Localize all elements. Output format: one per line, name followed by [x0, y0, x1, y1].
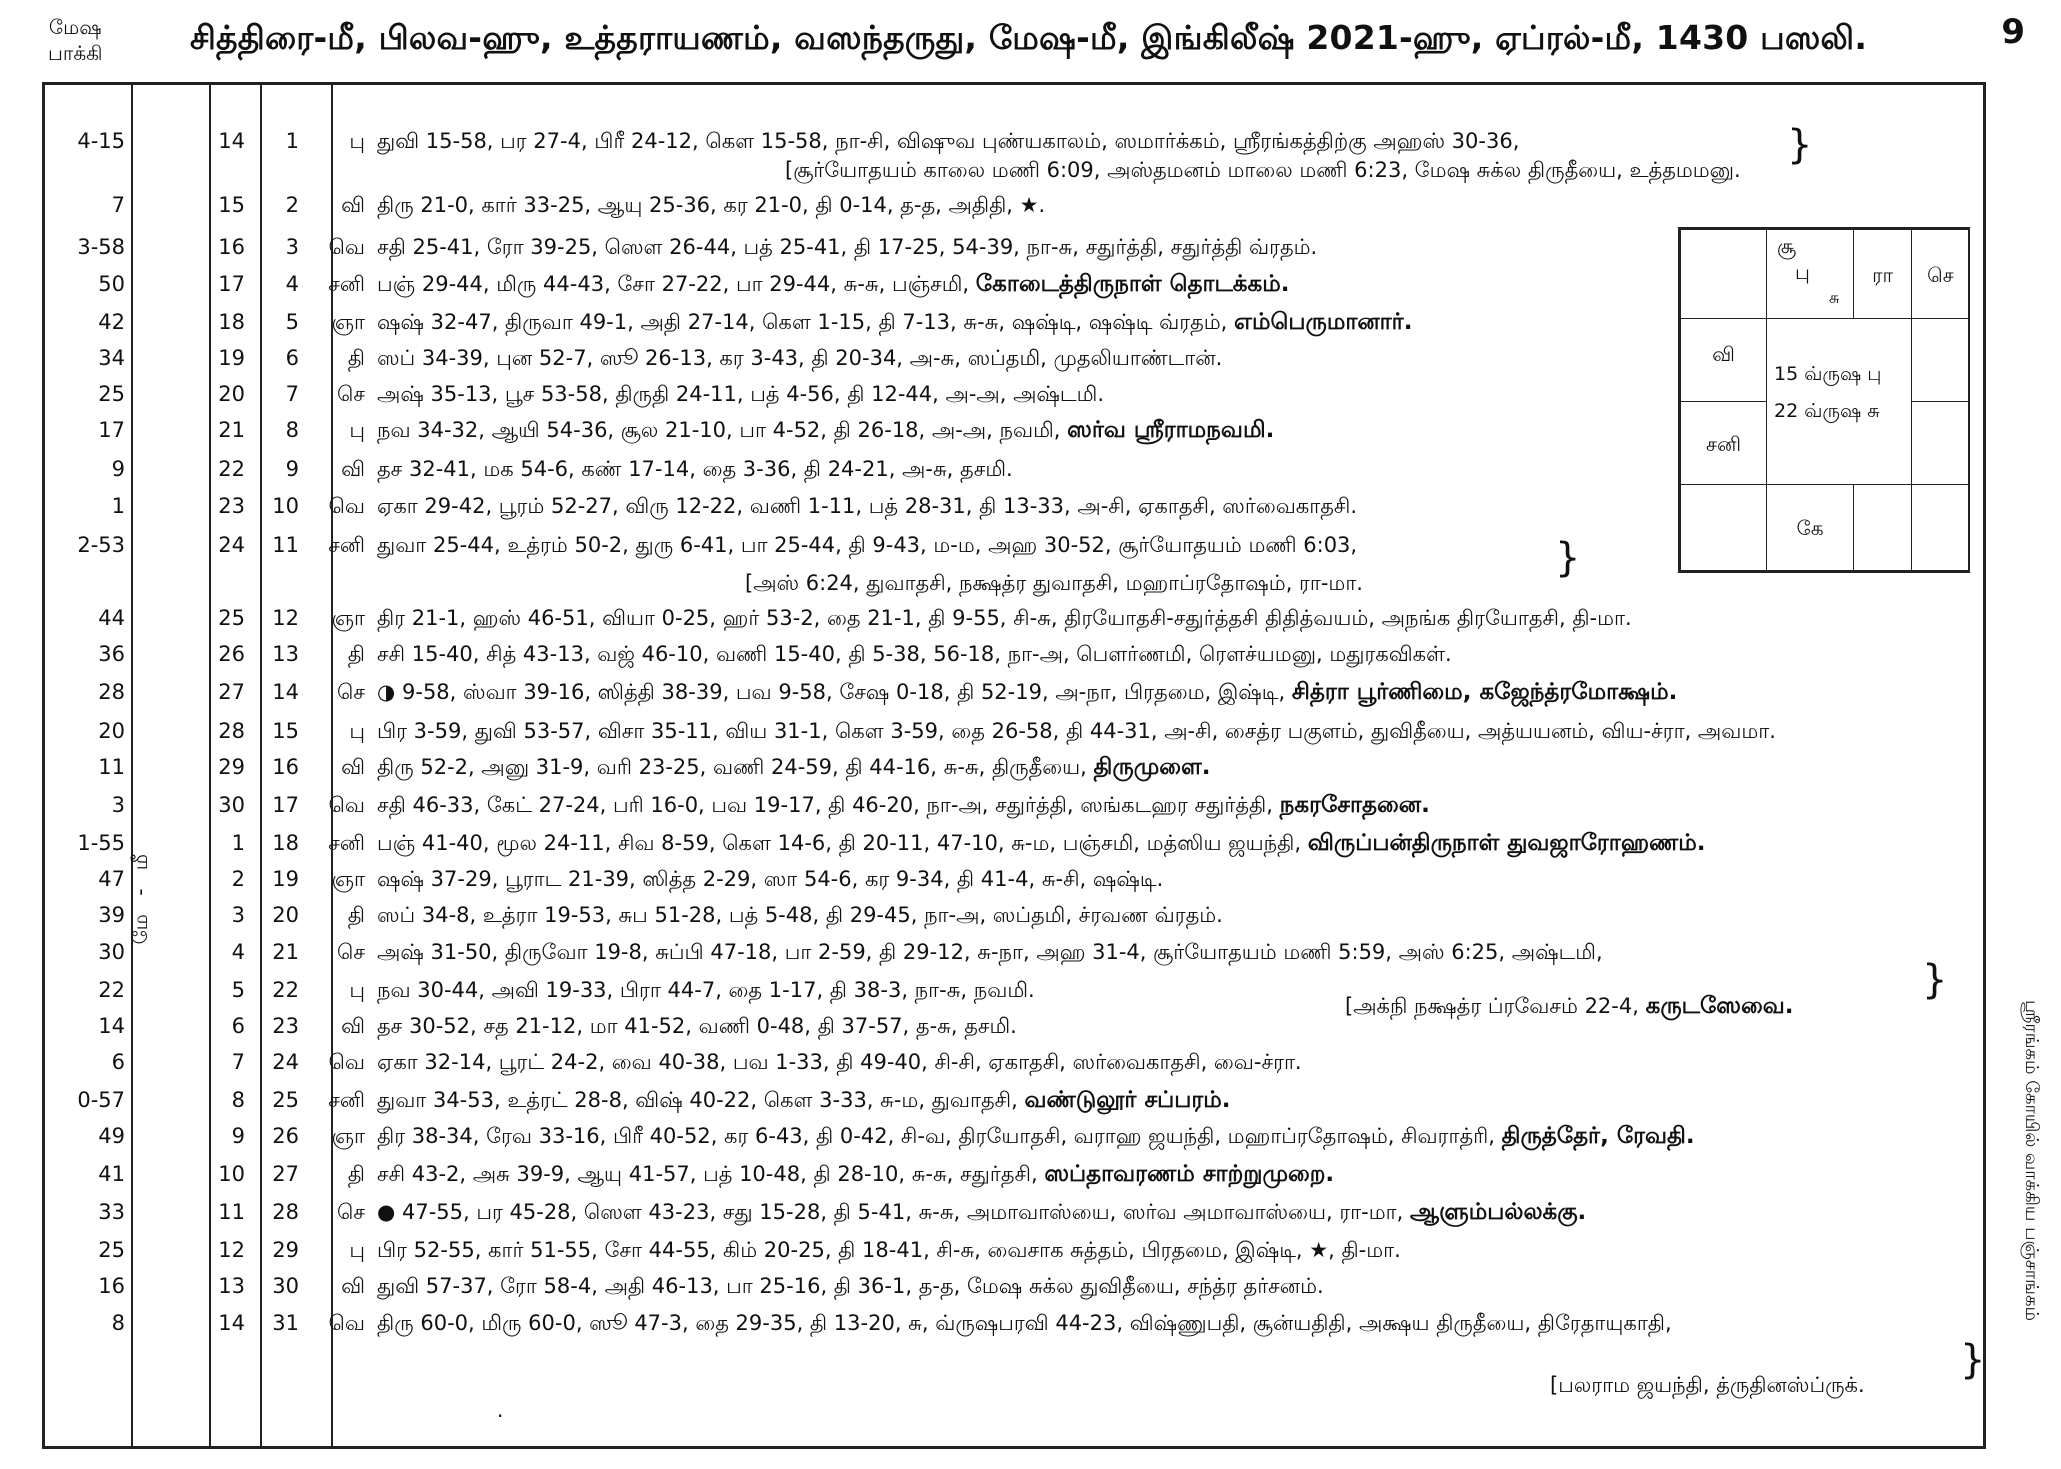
details-cell: [377, 976, 1035, 1004]
weekday-cell: செ: [337, 1200, 365, 1224]
details-text: பிர 52-55, கார் 51-55, சோ 44-55, கிம் 20-25, தி 18-41, சி-சு, வைசாக சுத்தம், பிரதமை, இஷ்டி, ★, தி-மா.: [377, 1238, 1401, 1262]
details-cell: [377, 791, 1430, 819]
weekday-cell: பு: [349, 129, 365, 153]
balance-cell: 39: [98, 903, 125, 927]
balance-cell: 16: [98, 1274, 125, 1298]
tamil-date-cell: 10: [218, 1162, 245, 1186]
month-tag: மே - மீ: [128, 848, 152, 945]
details-cell: [377, 1012, 1017, 1040]
tamil-date-cell: 24: [218, 533, 245, 557]
details-cell: [377, 938, 1603, 966]
details-text: பஞ் 41-40, மூல 24-11, சிவ 8-59, கௌ 14-6, தி 20-11, 47-10, சு-ம, பஞ்சமி, மத்ஸிய ஜயந்தி,: [377, 831, 1302, 855]
english-date-cell: 10: [272, 494, 299, 518]
weekday-cell: சனி: [328, 831, 365, 855]
rasi-se: செ: [1927, 263, 1954, 287]
weekday-cell: ஞா: [331, 606, 365, 630]
english-date-cell: 27: [272, 1162, 299, 1186]
rasi-ra: ரா: [1872, 263, 1893, 287]
tamil-date-cell: 29: [218, 755, 245, 779]
festival-highlight: எம்பெருமானார்.: [1234, 309, 1413, 335]
tamil-date-cell: 28: [218, 719, 245, 743]
row-22-continuation-bold: கருடஸேவை.: [1645, 993, 1794, 1019]
english-date-cell: 2: [285, 193, 299, 217]
balance-cell: 20: [98, 719, 125, 743]
english-date-cell: 19: [272, 867, 299, 891]
rasi-center-line1: 15 வ்ருஷ பு: [1774, 363, 1882, 385]
details-cell: [377, 678, 1677, 706]
tamil-date-cell: 27: [218, 680, 245, 704]
details-cell: [377, 1272, 1324, 1300]
page-number: 9: [2001, 12, 2025, 52]
balance-cell: 1-55: [77, 831, 125, 855]
details-text: ◑ 9-58, ஸ்வா 39-16, ஸித்தி 38-39, பவ 9-58, சேஷ 0-18, தி 52-19, அ-நா, பிரதமை, இஷ்டி,: [377, 680, 1286, 704]
rasi-cell-ra: [1853, 229, 1912, 319]
english-date-cell: 30: [272, 1274, 299, 1298]
tamil-date-cell: 25: [218, 606, 245, 630]
tamil-date-cell: 5: [231, 978, 245, 1002]
tamil-date-cell: 26: [218, 642, 245, 666]
details-text: ஏகா 29-42, பூரம் 52-27, விரு 12-22, வணி 1-11, பத் 28-31, தி 13-33, அ-சி, ஏகாதசி, ஸர்வைகாதசி.: [377, 494, 1358, 518]
balance-cell: 25: [98, 382, 125, 406]
details-text: துவா 34-53, உத்ரட் 28-8, விஷ் 40-22, கௌ 3-33, சு-ம, துவாதசி,: [377, 1088, 1018, 1112]
balance-cell: 3: [111, 793, 125, 817]
details-cell: [377, 1048, 1302, 1076]
festival-highlight: கோடைத்திருநாள் தொடக்கம்.: [975, 271, 1290, 297]
balance-cell: 25: [98, 1238, 125, 1262]
english-date-cell: 1: [285, 129, 299, 153]
weekday-cell: ஞா: [331, 310, 365, 334]
weekday-cell: வெ: [328, 1050, 365, 1074]
details-cell: [377, 717, 1776, 745]
brace: }: [1960, 1337, 1986, 1383]
english-date-cell: 7: [285, 382, 299, 406]
weekday-cell: பு: [349, 418, 365, 442]
header-left-line1: மேஷ: [48, 15, 102, 39]
rasi-cell-ke: [1766, 484, 1854, 571]
english-date-cell: 28: [272, 1200, 299, 1224]
festival-highlight: திருத்தேர், ரேவதி.: [1501, 1123, 1695, 1149]
details-cell: [377, 1160, 1334, 1188]
row-1-continuation: [சூர்யோதயம் காலை மணி 6:09, அஸ்தமனம் மாலை மணி 6:23, மேஷ சுக்ல திருதீயை, உத்தமமனு.: [785, 158, 1741, 182]
balance-cell: 33: [98, 1200, 125, 1224]
details-text: ஏகா 32-14, பூரட் 24-2, வை 40-38, பவ 1-33, தி 49-40, சி-சி, ஏகாதசி, ஸர்வைகாதசி, வை-ச்ரா.: [377, 1050, 1302, 1074]
brace: }: [1787, 122, 1813, 168]
tamil-date-cell: 17: [218, 272, 245, 296]
tamil-date-cell: 8: [231, 1088, 245, 1112]
english-date-cell: 20: [272, 903, 299, 927]
tamil-date-cell: 21: [218, 418, 245, 442]
tamil-date-cell: 12: [218, 1238, 245, 1262]
details-cell: [377, 233, 1317, 261]
brace: }: [1922, 957, 1948, 1003]
details-text: துவி 15-58, பர 27-4, பிரீ 24-12, கௌ 15-58, நா-சி, விஷுவ புண்யகாலம், ஸமார்க்கம், ஸ்ரீரங்கத்திற்கு அஹஸ் 30-36,: [377, 129, 1520, 153]
rasi-vi: வி: [1712, 342, 1735, 366]
row-31-continuation: [பலராம ஜயந்தி, த்ருதினஸ்ப்ருக்.: [1550, 1373, 1865, 1397]
weekday-cell: செ: [337, 680, 365, 704]
weekday-cell: வெ: [328, 235, 365, 259]
tamil-date-cell: 13: [218, 1274, 245, 1298]
balance-cell: 11: [98, 755, 125, 779]
tamil-date-cell: 15: [218, 193, 245, 217]
balance-cell: 42: [98, 310, 125, 334]
festival-highlight: ஆளும்பல்லக்கு.: [1409, 1199, 1587, 1225]
details-text: திரு 52-2, அனு 31-9, வரி 23-25, வணி 24-59, தி 44-16, சு-சு, திருதீயை,: [377, 755, 1087, 779]
weekday-cell: வெ: [328, 1311, 365, 1335]
english-date-cell: 29: [272, 1238, 299, 1262]
english-date-cell: 22: [272, 978, 299, 1002]
details-text: தச 32-41, மக 54-6, கண் 17-14, தை 3-36, தி 24-21, அ-சு, தசமி.: [377, 457, 1013, 481]
english-date-cell: 15: [272, 719, 299, 743]
details-text: சதி 25-41, ரோ 39-25, ஸௌ 26-44, பத் 25-41, தி 17-25, 54-39, நா-சு, சதுர்த்தி, சதுர்த்தி வ்ரதம்.: [377, 235, 1318, 259]
weekday-cell: வி: [341, 193, 365, 217]
weekday-cell: வி: [341, 755, 365, 779]
weekday-cell: வெ: [328, 793, 365, 817]
weekday-cell: சனி: [328, 533, 365, 557]
page-title: சித்திரை-மீ, பிலவ-ஹு, உத்தராயணம், வஸந்தருது, மேஷ-மீ, இங்கிலீஷ் 2021-ஹு, ஏப்ரல்-மீ, 1430 பஸலி.: [190, 18, 1868, 57]
rasi-cell-sani: [1680, 401, 1767, 485]
balance-cell: 50: [98, 272, 125, 296]
weekday-cell: தி: [347, 1162, 365, 1186]
details-text: ● 47-55, பர 45-28, ஸௌ 43-23, சது 15-28, தி 5-41, சு-சு, அமாவாஸ்யை, ஸர்வ அமாவாஸ்யை, ரா-மா,: [377, 1200, 1404, 1224]
row-22-continuation: [1345, 992, 1794, 1020]
tamil-date-cell: 11: [218, 1200, 245, 1224]
header-left-label: [48, 14, 103, 66]
tamil-date-cell: 2: [231, 867, 245, 891]
english-date-cell: 31: [272, 1311, 299, 1335]
details-text: சதி 46-33, கேட் 27-24, பரி 16-0, பவ 19-17, தி 46-20, நா-அ, சதுர்த்தி, ஸங்கடஹர சதுர்த்தி,: [377, 793, 1273, 817]
english-date-cell: 5: [285, 310, 299, 334]
column-divider: [131, 82, 133, 1449]
festival-highlight: சித்ரா பூர்ணிமை, கஜேந்த்ரமோக்ஷம்.: [1291, 679, 1678, 705]
details-text: துவி 57-37, ரோ 58-4, அதி 46-13, பா 25-16, தி 36-1, த-த, மேஷ சுக்ல துவிதீயை, சந்த்ர தர்சனம்.: [377, 1274, 1324, 1298]
rasi-cell-empty: [1680, 229, 1767, 319]
details-text: திர 21-1, ஹஸ் 46-51, வியா 0-25, ஹர் 53-2, தை 21-1, தி 9-55, சி-சு, திரயோதசி-சதுர்த்தசி திதித்வயம், அநங்க திரயோதசி, தி-மா.: [377, 606, 1632, 630]
english-date-cell: 13: [272, 642, 299, 666]
row-22-continuation-text: [அக்நி நக்ஷத்ர ப்ரவேசம் 22-4,: [1345, 994, 1639, 1018]
balance-cell: 17: [98, 418, 125, 442]
festival-highlight: ஸர்வ ஸ்ரீராமநவமி.: [1067, 417, 1275, 443]
weekday-cell: வி: [341, 1274, 365, 1298]
details-text: பஞ் 29-44, மிரு 44-43, சோ 27-22, பா 29-44, சு-சு, பஞ்சமி,: [377, 272, 970, 296]
details-cell: [377, 1198, 1586, 1226]
brace: }: [1555, 535, 1581, 581]
details-cell: [377, 191, 1045, 219]
balance-cell: 41: [98, 1162, 125, 1186]
details-text: ஷஷ் 37-29, பூராட 21-39, ஸித்த 2-29, ஸா 54-6, கர 9-34, தி 41-4, சு-சி, ஷஷ்டி.: [377, 867, 1164, 891]
details-text: அஷ் 31-50, திருவோ 19-8, சுப்பி 47-18, பா 2-59, தி 29-12, சு-நா, அஹ 31-4, சூர்யோதயம் மணி 5:59, அஸ் 6:25, அஷ்டமி,: [377, 940, 1603, 964]
rasi-cell-se: [1911, 229, 1970, 319]
rasi-cell-empty: [1853, 484, 1912, 571]
rasi-cell-empty: [1911, 401, 1970, 485]
tamil-date-cell: 30: [218, 793, 245, 817]
weekday-cell: பு: [349, 1238, 365, 1262]
festival-highlight: திருமுளை.: [1093, 754, 1211, 780]
rasi-cell-empty: [1911, 318, 1970, 402]
details-text: பிர 3-59, துவி 53-57, விசா 35-11, விய 31-1, கௌ 3-59, தை 26-58, தி 44-31, அ-சி, சைத்ர பகுளம், துவிதீயை, அத்யயனம், விய-ச்ரா, அவமா.: [377, 719, 1776, 743]
balance-cell: 28: [98, 680, 125, 704]
details-cell: [377, 531, 1357, 559]
balance-cell: 34: [98, 346, 125, 370]
details-cell: [377, 455, 1013, 483]
details-text: சசி 15-40, சித் 43-13, வஜ் 46-10, வணி 15-40, தி 5-38, 56-18, நா-அ, பௌர்ணமி, ரௌச்யமனு, மதுரகவிகள்.: [377, 642, 1452, 666]
weekday-cell: பு: [349, 978, 365, 1002]
details-text: ஸப் 34-8, உத்ரா 19-53, சுப 51-28, பத் 5-48, தி 29-45, நா-அ, ஸப்தமி, ச்ரவண வ்ரதம்.: [377, 903, 1223, 927]
balance-cell: 9: [111, 457, 125, 481]
details-text: தச 30-52, சத 21-12, மா 41-52, வணி 0-48, தி 37-57, த-சு, தசமி.: [377, 1014, 1017, 1038]
details-text: துவா 25-44, உத்ரம் 50-2, துரு 6-41, பா 25-44, தி 9-43, ம-ம, அஹ 30-52, சூர்யோதயம் மணி 6:03,: [377, 533, 1358, 557]
weekday-cell: ஞா: [331, 867, 365, 891]
balance-cell: 4-15: [77, 129, 125, 153]
rasi-center-line2: 22 வ்ருஷ சு: [1774, 400, 1880, 422]
weekday-cell: தி: [347, 903, 365, 927]
rasi-cell-empty: [1911, 484, 1970, 571]
details-text: திரு 60-0, மிரு 60-0, ஸூ 47-3, தை 29-35, தி 13-20, சு, வ்ருஷபரவி 44-23, விஷ்ணுபதி, சூன்யதிதி, அக்ஷய திருதீயை, திரேதாயுகாதி,: [377, 1311, 1672, 1335]
details-cell: [377, 308, 1412, 336]
weekday-cell: பு: [349, 719, 365, 743]
details-cell: [377, 344, 1222, 372]
details-cell: [377, 604, 1632, 632]
weekday-cell: வி: [341, 1014, 365, 1038]
details-text: சசி 43-2, அசு 39-9, ஆயு 41-57, பத் 10-48, தி 28-10, சு-சு, சதுர்தசி,: [377, 1162, 1038, 1186]
rasi-cell-vi: [1680, 318, 1767, 402]
rasi-cell-empty: [1680, 484, 1767, 571]
details-text: அஷ் 35-13, பூச 53-58, திருதி 24-11, பத் 4-56, தி 12-44, அ-அ, அஷ்டமி.: [377, 382, 1104, 406]
english-date-cell: 4: [285, 272, 299, 296]
details-cell: [377, 901, 1223, 929]
rasi-pu: பு: [1795, 260, 1810, 284]
english-date-cell: 17: [272, 793, 299, 817]
details-cell: [377, 829, 1706, 857]
tamil-date-cell: 3: [231, 903, 245, 927]
rasi-su2: சு: [1829, 288, 1840, 307]
details-cell: [377, 1236, 1401, 1264]
weekday-cell: தி: [347, 346, 365, 370]
balance-cell: 0-57: [77, 1088, 125, 1112]
english-date-cell: 26: [272, 1124, 299, 1148]
tamil-date-cell: 23: [218, 494, 245, 518]
english-date-cell: 11: [272, 533, 299, 557]
english-date-cell: 21: [272, 940, 299, 964]
english-date-cell: 9: [285, 457, 299, 481]
details-cell: [377, 1122, 1695, 1150]
festival-highlight: நகரசோதனை.: [1279, 792, 1430, 818]
balance-cell: 8: [111, 1311, 125, 1335]
tamil-date-cell: 19: [218, 346, 245, 370]
balance-cell: 22: [98, 978, 125, 1002]
side-publication-text: ஸ்ரீரங்கம் கோயில் வாக்கிய பஞ்சாங்கம்: [2021, 1000, 2042, 1321]
festival-highlight: வண்டுலூர் சப்பரம்.: [1024, 1087, 1231, 1113]
row-11-continuation: [அஸ் 6:24, துவாதசி, நக்ஷத்ர துவாதசி, மஹாப்ரதோஷம், ரா-மா.: [745, 571, 1363, 595]
festival-highlight: ஸப்தாவரணம் சாற்றுமுறை.: [1044, 1161, 1335, 1187]
details-cell: [377, 1086, 1231, 1114]
details-text: திர 38-34, ரேவ 33-16, பிரீ 40-52, கர 6-43, தி 0-42, சி-வ, திரயோதசி, வராஹ ஜயந்தி, மஹாப்ரதோஷம், சிவராத்ரி,: [377, 1124, 1495, 1148]
header-left-line2: பாக்கி: [48, 41, 103, 65]
stray-dot: .: [497, 1398, 504, 1422]
details-cell: [377, 865, 1163, 893]
festival-highlight: விருப்பன்திருநாள் துவஜாரோஹணம்.: [1307, 830, 1706, 856]
rasi-ke: கே: [1796, 516, 1824, 540]
weekday-cell: சனி: [328, 1088, 365, 1112]
english-date-cell: 6: [285, 346, 299, 370]
english-date-cell: 16: [272, 755, 299, 779]
balance-cell: 6: [111, 1050, 125, 1074]
tamil-date-cell: 4: [231, 940, 245, 964]
details-cell: [377, 492, 1357, 520]
balance-cell: 44: [98, 606, 125, 630]
english-date-cell: 23: [272, 1014, 299, 1038]
tamil-date-cell: 16: [218, 235, 245, 259]
balance-cell: 47: [98, 867, 125, 891]
details-text: ஸப் 34-39, புன 52-7, ஸூ 26-13, கர 3-43, தி 20-34, அ-சு, ஸப்தமி, முதலியாண்டான்.: [377, 346, 1223, 370]
balance-cell: 49: [98, 1124, 125, 1148]
details-cell: [377, 380, 1104, 408]
details-text: ஷஷ் 32-47, திருவா 49-1, அதி 27-14, கௌ 1-15, தி 7-13, சு-சு, ஷஷ்டி, ஷஷ்டி வ்ரதம்,: [377, 310, 1228, 334]
rasi-chart: [1678, 227, 1970, 573]
details-text: நவ 34-32, ஆயி 54-36, சூல 21-10, பா 4-52, தி 26-18, அ-அ, நவமி,: [377, 418, 1061, 442]
tamil-date-cell: 9: [231, 1124, 245, 1148]
tamil-date-cell: 14: [218, 1311, 245, 1335]
english-date-cell: 12: [272, 606, 299, 630]
details-cell: [377, 753, 1211, 781]
balance-cell: 3-58: [77, 235, 125, 259]
details-text: திரு 21-0, கார் 33-25, ஆயு 25-36, கர 21-0, தி 0-14, த-த, அதிதி, ★.: [377, 193, 1046, 217]
english-date-cell: 24: [272, 1050, 299, 1074]
tamil-date-cell: 22: [218, 457, 245, 481]
details-text: நவ 30-44, அவி 19-33, பிரா 44-7, தை 1-17, தி 38-3, நா-சு, நவமி.: [377, 978, 1035, 1002]
english-date-cell: 3: [285, 235, 299, 259]
details-cell: [377, 640, 1452, 668]
balance-cell: 2-53: [77, 533, 125, 557]
tamil-date-cell: 6: [231, 1014, 245, 1038]
english-date-cell: 25: [272, 1088, 299, 1112]
weekday-cell: வெ: [328, 494, 365, 518]
weekday-cell: சனி: [328, 272, 365, 296]
balance-cell: 30: [98, 940, 125, 964]
balance-cell: 7: [111, 193, 125, 217]
tamil-date-cell: 20: [218, 382, 245, 406]
tamil-date-cell: 14: [218, 129, 245, 153]
tamil-date-cell: 1: [231, 831, 245, 855]
rasi-sani: சனி: [1706, 432, 1741, 456]
tamil-date-cell: 18: [218, 310, 245, 334]
english-date-cell: 14: [272, 680, 299, 704]
english-date-cell: 8: [285, 418, 299, 442]
weekday-cell: வி: [341, 457, 365, 481]
english-date-cell: 18: [272, 831, 299, 855]
details-cell: [377, 416, 1274, 444]
details-cell: [377, 270, 1289, 298]
details-cell: [377, 1309, 1672, 1337]
details-cell: [377, 127, 1519, 155]
rasi-su: சூ: [1777, 234, 1797, 258]
balance-cell: 36: [98, 642, 125, 666]
weekday-cell: தி: [347, 642, 365, 666]
weekday-cell: செ: [337, 940, 365, 964]
balance-cell: 14: [98, 1014, 125, 1038]
rasi-cell-su-pu: [1766, 229, 1854, 319]
tamil-date-cell: 7: [231, 1050, 245, 1074]
weekday-cell: ஞா: [331, 1124, 365, 1148]
balance-cell: 1: [111, 494, 125, 518]
weekday-cell: செ: [337, 382, 365, 406]
rasi-center: [1766, 318, 1912, 485]
